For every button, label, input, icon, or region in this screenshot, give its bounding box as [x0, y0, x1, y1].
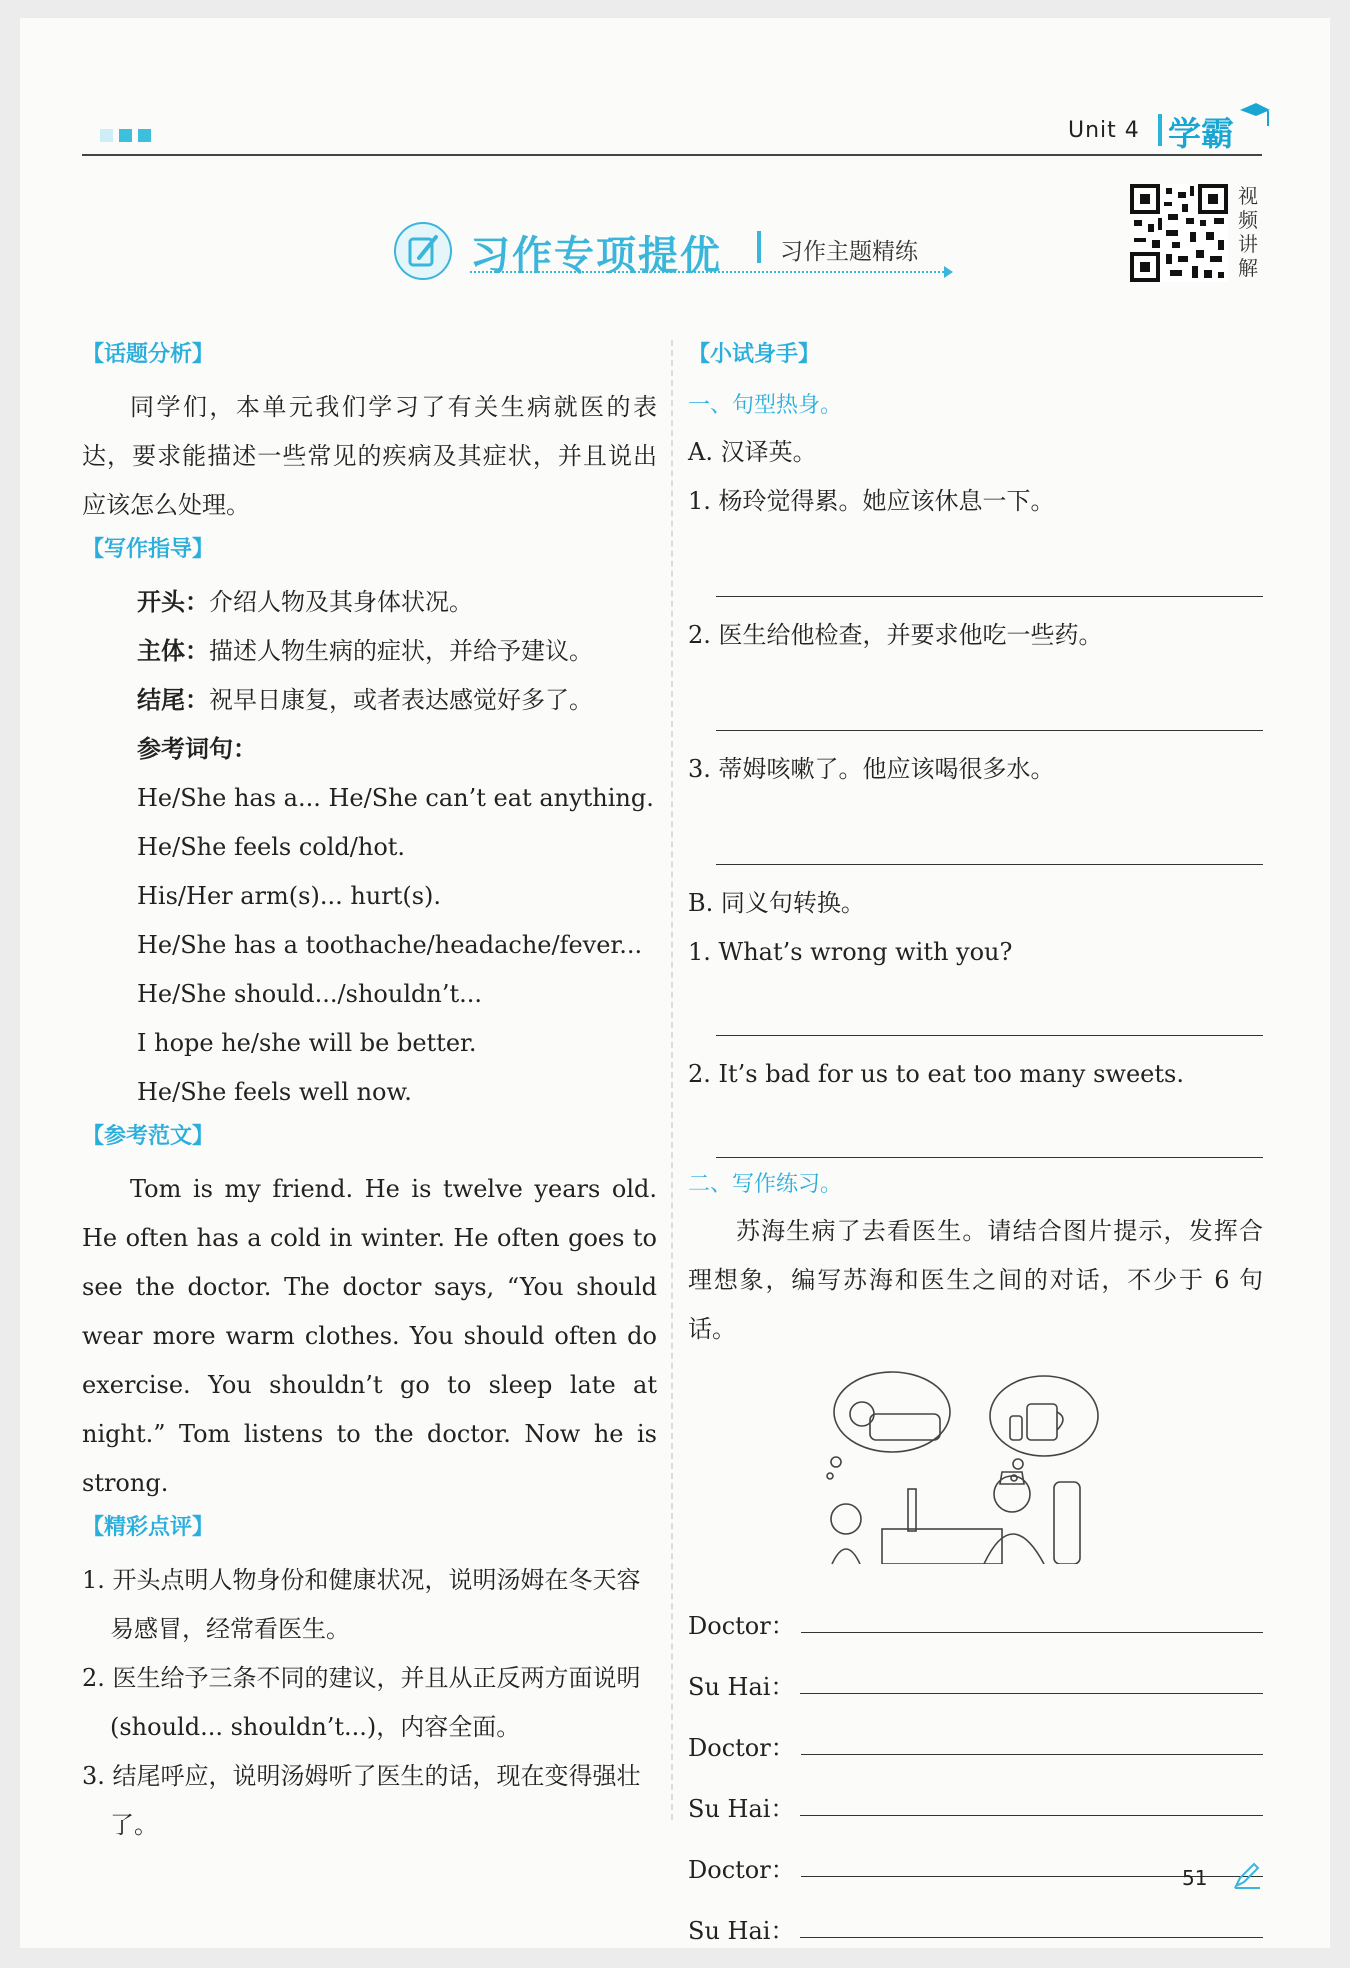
dialog-line	[688, 1702, 1263, 1763]
qr-code-icon[interactable]	[1130, 184, 1228, 282]
title-arrow-icon	[944, 266, 953, 278]
reference-phrases-label: 参考词句：	[137, 735, 257, 763]
section-title: 习作专项提优	[470, 233, 722, 279]
dialog-answer-line[interactable]	[801, 1754, 1263, 1755]
brand-logo: 学霸	[1168, 114, 1234, 153]
speaker-label: Doctor：	[688, 1612, 795, 1640]
phrase-item: He/She feels cold/hot.	[137, 833, 406, 861]
pencil-icon	[1232, 1860, 1262, 1890]
commentary-item: 2. 医生给予三条不同的建议，并且从正反两方面说明(should... shouldn’t...)，内容全面。	[82, 1664, 641, 1741]
dialog-answer-line[interactable]	[800, 1937, 1263, 1938]
phrase-item: I hope he/she will be better.	[137, 1029, 477, 1057]
speaker-label: Doctor：	[688, 1856, 795, 1884]
sample-essay-line: exercise. You shouldn’t go to sleep late at	[82, 1371, 657, 1399]
dialog-line	[688, 1824, 1263, 1885]
sample-essay-line: He often has a cold in winter. He often goes to	[82, 1224, 657, 1252]
title-divider	[757, 231, 761, 263]
writing-prompt: 苏海生病了去看医生。请结合图片提示，发挥合理想象，编写苏海和医生之间的对话，不少于 6 句话。	[688, 1217, 1263, 1343]
dialog-answer-line[interactable]	[800, 1815, 1263, 1816]
writing-guide-heading: 【写作指导】	[82, 537, 215, 562]
speaker-label: Su Hai：	[688, 1673, 795, 1701]
sentence-warmup-title: 一、句型热身。	[688, 393, 843, 418]
translate-item: 2. 医生给他检查，并要求他吃一些药。	[688, 621, 1103, 649]
topic-analysis-heading: 【话题分析】	[82, 342, 215, 367]
right-column	[688, 335, 1263, 1946]
phrase-item: He/She has a... He/She can’t eat anything.	[137, 784, 654, 812]
rewrite-item: 1. What’s wrong with you?	[688, 938, 1013, 966]
column-divider	[671, 340, 673, 1820]
left-column	[82, 335, 657, 1850]
topic-analysis-text: 同学们，本单元我们学习了有关生病就医的表达，要求能描述一些常见的疾病及其症状，并且说出应该怎么处理。	[82, 393, 657, 519]
dialog-line	[688, 1763, 1263, 1824]
sample-essay-line: see the doctor. The doctor says, “You should	[82, 1273, 657, 1301]
translate-item: 1. 杨玲觉得累。她应该休息一下。	[688, 487, 1055, 515]
phrase-item: He/She feels well now.	[137, 1078, 412, 1106]
unit-label: Unit 4	[1068, 118, 1140, 143]
dialog-line	[688, 1641, 1263, 1702]
dialog-area	[688, 1580, 1263, 1946]
guide-ending: 结尾：祝早日康复，或者表达感觉好多了。	[137, 686, 593, 714]
page-number: 51	[1182, 1866, 1208, 1890]
practice-heading: 【小试身手】	[688, 342, 821, 367]
sample-essay-heading: 【参考范文】	[82, 1124, 215, 1149]
sample-essay-line: strong.	[82, 1469, 169, 1497]
sample-essay-line: wear more warm clothes. You should often do	[82, 1322, 657, 1350]
answer-line[interactable]	[716, 1099, 1263, 1158]
section-subtitle: 习作主题精练	[780, 239, 918, 265]
dialog-answer-line[interactable]	[801, 1632, 1263, 1633]
dialog-answer-line[interactable]	[800, 1693, 1263, 1694]
title-underline	[470, 271, 948, 273]
answer-line[interactable]	[716, 660, 1263, 731]
speaker-label: Doctor：	[688, 1734, 795, 1762]
doctor-visit-illustration	[822, 1364, 1142, 1564]
commentary-item: 1. 开头点明人物身份和健康状况，说明汤姆在冬天容易感冒，经常看医生。	[82, 1566, 641, 1643]
header-decoration	[100, 127, 157, 146]
sample-essay-line: night.” Tom listens to the doctor. Now he is	[82, 1420, 657, 1448]
translate-item: 3. 蒂姆咳嗽了。他应该喝很多水。	[688, 755, 1055, 783]
guide-body: 主体：描述人物生病的症状，并给予建议。	[137, 637, 593, 665]
commentary-heading: 【精彩点评】	[82, 1515, 215, 1540]
brand-divider	[1158, 114, 1162, 146]
header-rule	[82, 154, 1262, 156]
answer-line[interactable]	[716, 526, 1263, 597]
rewrite-item: 2. It’s bad for us to eat too many sweets.	[688, 1060, 1184, 1088]
answer-line[interactable]	[716, 977, 1263, 1036]
dialog-line	[688, 1885, 1263, 1946]
qr-video-label: 视频讲解	[1238, 184, 1258, 280]
phrase-item: He/She should.../shouldn’t...	[137, 980, 482, 1008]
speaker-label: Su Hai：	[688, 1917, 795, 1945]
sample-essay-line: Tom is my friend. He is twelve years old.	[130, 1175, 657, 1203]
dialog-line	[688, 1580, 1263, 1641]
answer-line[interactable]	[716, 794, 1263, 865]
pencil-note-icon	[392, 220, 454, 282]
phrase-item: His/Her arm(s)... hurt(s).	[137, 882, 442, 910]
phrase-item: He/She has a toothache/headache/fever...	[137, 931, 643, 959]
translate-section-title: A. 汉译英。	[688, 438, 817, 466]
rewrite-section-title: B. 同义句转换。	[688, 889, 865, 917]
graduation-cap-icon	[1238, 100, 1272, 130]
commentary-item: 3. 结尾呼应，说明汤姆听了医生的话，现在变得强壮了。	[82, 1762, 641, 1839]
writing-practice-title: 二、写作练习。	[688, 1172, 843, 1197]
guide-opening: 开头：介绍人物及其身体状况。	[137, 588, 473, 616]
speaker-label: Su Hai：	[688, 1795, 795, 1823]
